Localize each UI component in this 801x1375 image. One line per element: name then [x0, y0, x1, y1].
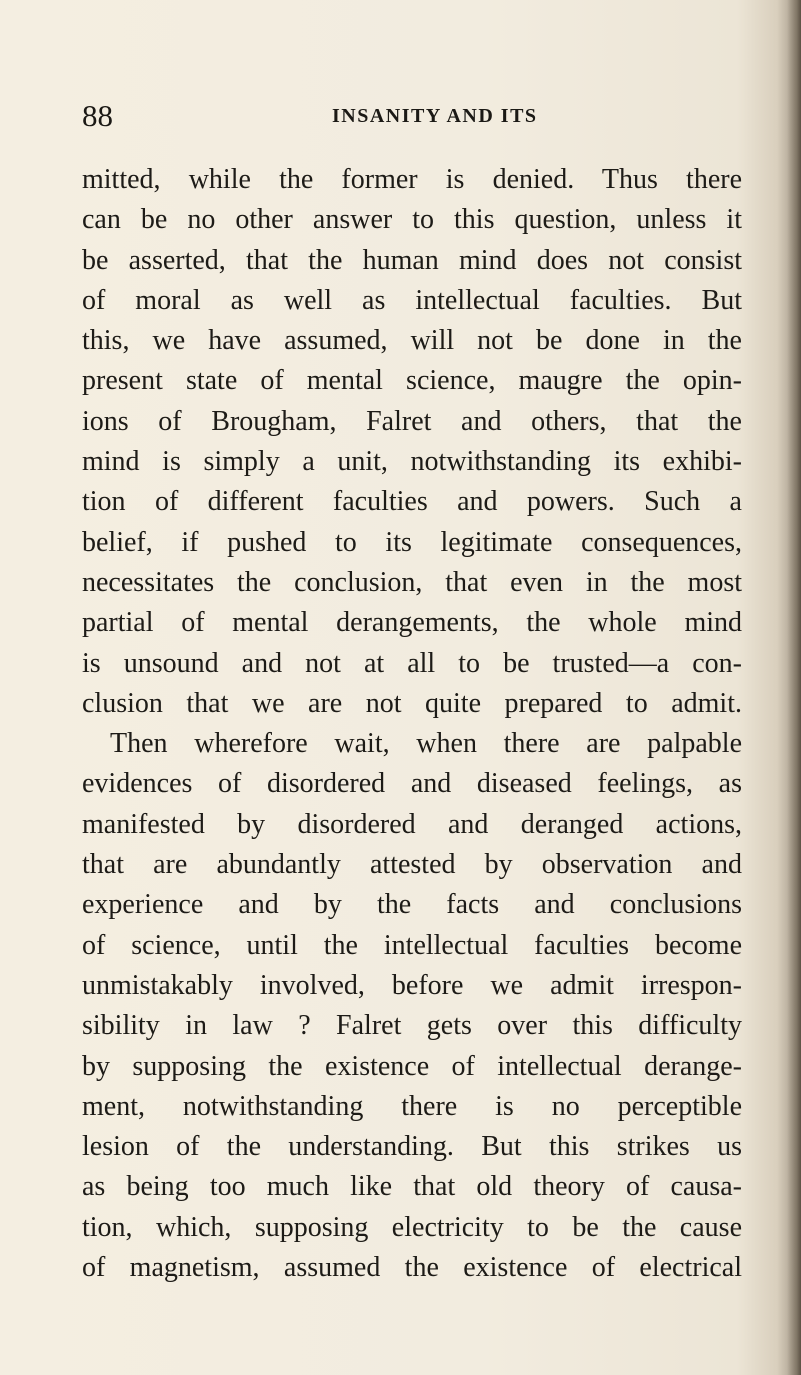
- text-line: present state of mental science, maugre the opin-: [82, 365, 742, 397]
- text-line: unmistakably involved, before we admit irrespon-: [82, 969, 742, 1001]
- page-header: [82, 96, 742, 136]
- page-number: 88: [82, 98, 113, 133]
- text-line: tion, which, supposing electricity to be the cause: [82, 1211, 742, 1243]
- text-line: by supposing the existence of intellectual derange-: [82, 1050, 742, 1082]
- text-line: can be no other answer to this question, unless it: [82, 204, 742, 236]
- text-line: necessitates the conclusion, that even in the most: [82, 566, 742, 598]
- text-line: of moral as well as intellectual faculties. But: [82, 284, 742, 316]
- text-line: partial of mental derangements, the whole mind: [82, 607, 742, 639]
- text-line: manifested by disordered and deranged actions,: [82, 808, 742, 840]
- page-edge-shadow: [787, 0, 801, 1375]
- text-line: be asserted, that the human mind does not consist: [82, 244, 742, 276]
- text-line: of science, until the intellectual faculties become: [82, 929, 742, 961]
- body-text: [82, 160, 742, 1288]
- text-line: of magnetism, assumed the existence of electrical: [82, 1252, 742, 1284]
- text-line: ions of Brougham, Falret and others, that the: [82, 405, 742, 437]
- text-line: lesion of the understanding. But this strikes us: [82, 1131, 742, 1163]
- text-line: belief, if pushed to its legitimate consequences,: [82, 526, 742, 558]
- text-line: is unsound and not at all to be trusted—a con-: [82, 647, 742, 679]
- text-line: mitted, while the former is denied. Thus there: [82, 164, 742, 195]
- text-line: as being too much like that old theory of causa-: [82, 1171, 742, 1203]
- text-line: ment, notwithstanding there is no perceptible: [82, 1090, 742, 1122]
- text-line: Then wherefore wait, when there are palpable: [110, 728, 742, 760]
- text-line: this, we have assumed, will not be done in the: [82, 325, 742, 357]
- text-line: tion of different faculties and powers. Such a: [82, 486, 742, 518]
- text-line: evidences of disordered and diseased feelings, as: [82, 768, 742, 800]
- text-line: clusion that we are not quite prepared to admit.: [82, 687, 742, 719]
- text-line: experience and by the facts and conclusions: [82, 889, 742, 921]
- running-head: INSANITY AND ITS: [332, 105, 538, 127]
- text-line: sibility in law ? Falret gets over this difficulty: [82, 1010, 742, 1042]
- text-line: that are abundantly attested by observation and: [82, 849, 742, 881]
- text-line: mind is simply a unit, notwithstanding its exhibi-: [82, 446, 742, 478]
